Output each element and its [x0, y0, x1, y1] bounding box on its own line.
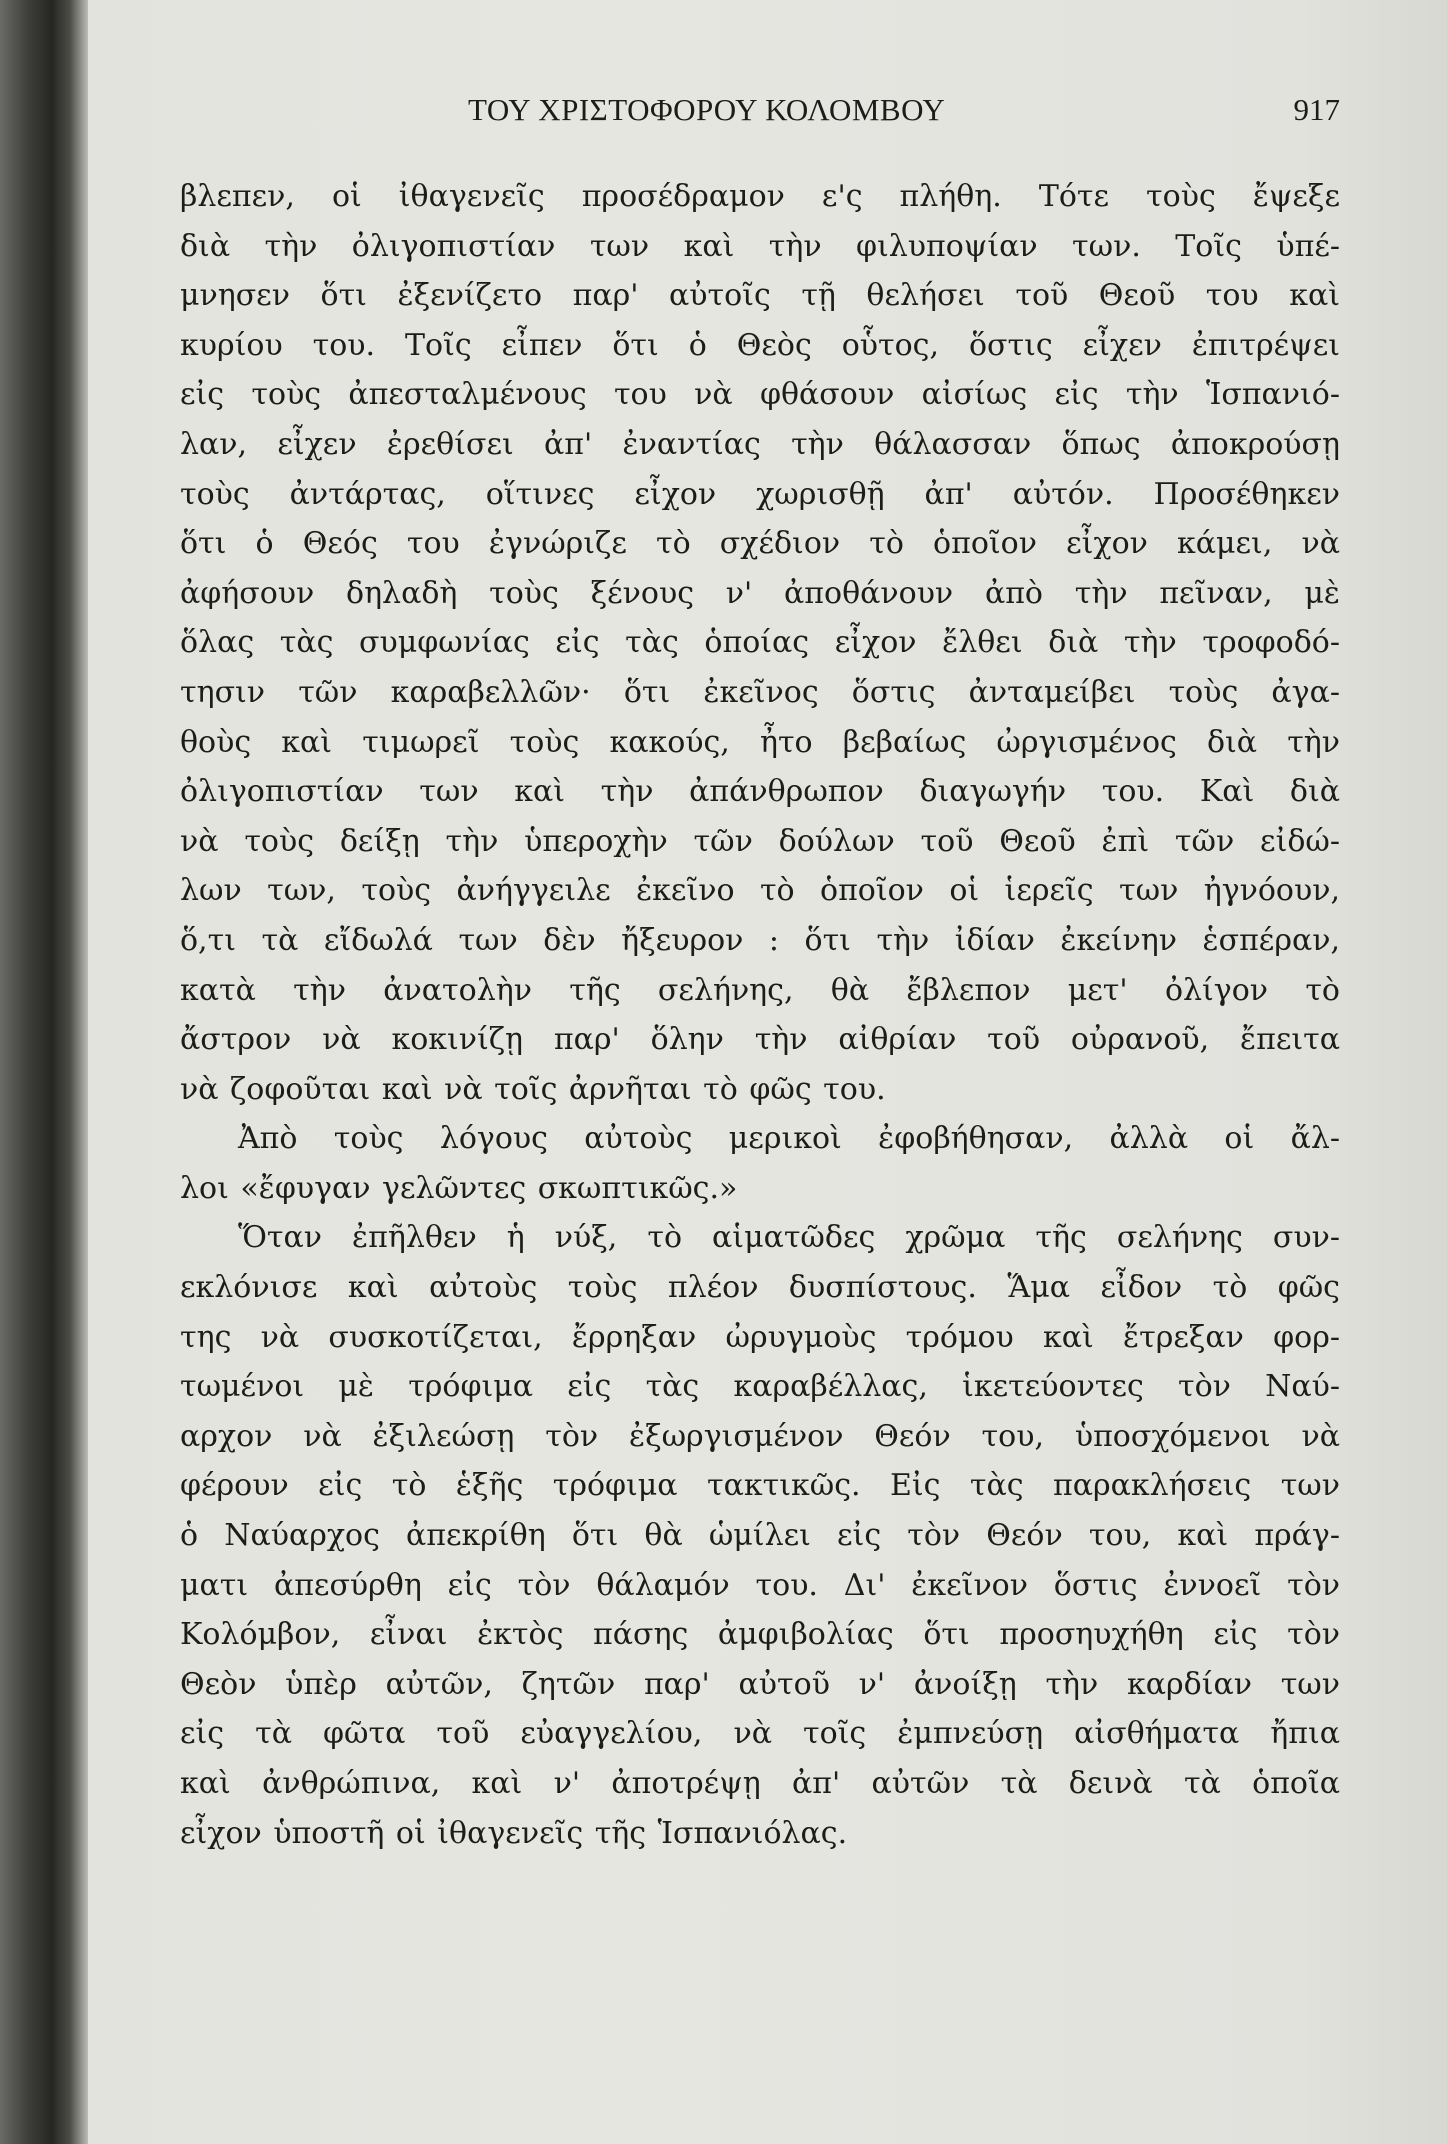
text-line: τησιν τῶν καραβελλῶν· ὅτι ἐκεῖνος ὅστις ἀνταμείβει τοὺς ἀγα- [180, 674, 1340, 710]
page-header [180, 92, 1340, 142]
text-line: ὁ Ναύαρχος ἀπεκρίθη ὅτι θὰ ὡμίλει εἰς τὸν Θεόν του, καὶ πράγ- [180, 1518, 1340, 1554]
text-line: ὅτι ὁ Θεός του ἐγνώριζε τὸ σχέδιον τὸ ὁποῖον εἶχον κάμει, νὰ [180, 526, 1340, 562]
text-line: λοι «ἔφυγαν γελῶντες σκωπτικῶς.» [180, 1170, 738, 1206]
text-line: Κολόμβον, εἶναι ἐκτὸς πάσης ἀμφιβολίας ὅτι προσηυχήθη εἰς τὸν [180, 1617, 1340, 1653]
text-line: καὶ ἀνθρώπινα, καὶ ν' ἀποτρέψῃ ἀπ' αὐτῶν τὰ δεινὰ τὰ ὁποῖα [180, 1766, 1340, 1801]
text-line: εἰς τὰ φῶτα τοῦ εὐαγγελίου, νὰ τοῖς ἐμπνεύσῃ αἰσθήματα ἤπια [180, 1716, 1340, 1752]
text-line: εἰς τοὺς ἀπεσταλμένους του νὰ φθάσουν αἰσίως εἰς τὴν Ἱσπανιό- [180, 377, 1340, 413]
text-line: Ὅταν ἐπῆλθεν ἡ νύξ, τὸ αἱματῶδες χρῶμα τῆς σελήνης συν- [238, 1220, 1340, 1256]
text-line: Θεὸν ὑπὲρ αὐτῶν, ζητῶν παρ' αὐτοῦ ν' ἀνοίξῃ τὴν καρδίαν των [180, 1666, 1340, 1702]
text-line: ἀφήσουν δηλαδὴ τοὺς ξένους ν' ἀποθάνουν ἀπὸ τὴν πεῖναν, μὲ [180, 575, 1340, 611]
text-line: τωμένοι μὲ τρόφιμα εἰς τὰς καραβέλλας, ἱκετεύοντες τὸν Ναύ- [180, 1369, 1340, 1405]
text-line: Ἀπὸ τοὺς λόγους αὐτοὺς μερικοὶ ἐφοβήθησαν, ἀλλὰ οἱ ἄλ- [238, 1121, 1340, 1157]
text-line: νὰ τοὺς δείξῃ τὴν ὑπεροχὴν τῶν δούλων τοῦ Θεοῦ ἐπὶ τῶν εἰδώ- [180, 823, 1340, 859]
text-line: λων των, τοὺς ἀνήγγειλε ἐκεῖνο τὸ ὁποῖον οἱ ἱερεῖς των ἠγνόουν, [180, 873, 1340, 909]
text-line: ὅ,τι τὰ εἴδωλά των δὲν ἤξευρον : ὅτι τὴν ἰδίαν ἐκείνην ἑσπέραν, [180, 922, 1340, 958]
running-title: ΤΟΥ ΧΡΙΣΤΟΦΟΡΟΥ ΚΟΛΟΜΒΟΥ [468, 92, 946, 127]
text-line: ὀλιγοπιστίαν των καὶ τὴν ἀπάνθρωπον διαγωγήν του. Καὶ διὰ [180, 774, 1340, 810]
text-line: της νὰ συσκοτίζεται, ἔρρηξαν ὠρυγμοὺς τρόμου καὶ ἔτρεξαν φορ- [180, 1319, 1340, 1355]
text-line: κυρίου του. Τοῖς εἶπεν ὅτι ὁ Θεὸς οὗτος, ὅστις εἶχεν ἐπιτρέψει [180, 327, 1340, 363]
book-binding-shadow [0, 0, 88, 2144]
body-text [180, 172, 1340, 1858]
text-line: θοὺς καὶ τιμωρεῖ τοὺς κακούς, ἦτο βεβαίως ὠργισμένος διὰ τὴν [180, 724, 1340, 760]
text-line: εκλόνισε καὶ αὐτοὺς τοὺς πλέον δυσπίστους. Ἅμα εἶδον τὸ φῶς [180, 1270, 1340, 1306]
text-line: ματι ἀπεσύρθη εἰς τὸν θάλαμόν του. Δι' ἐκεῖνον ὅστις ἐννοεῖ τὸν [180, 1567, 1340, 1603]
text-line: διὰ τὴν ὀλιγοπιστίαν των καὶ τὴν φιλυποψίαν των. Τοῖς ὑπέ- [180, 228, 1340, 264]
page-number: 917 [1293, 92, 1340, 127]
text-line: μνησεν ὅτι ἐξενίζετο παρ' αὐτοῖς τῇ θελήσει τοῦ Θεοῦ του καὶ [180, 278, 1340, 314]
text-line: ἄστρον νὰ κοκινίζῃ παρ' ὅλην τὴν αἰθρίαν τοῦ οὐρανοῦ, ἔπειτα [180, 1022, 1340, 1058]
text-line: κατὰ τὴν ἀνατολὴν τῆς σελήνης, θὰ ἔβλεπον μετ' ὀλίγον τὸ [180, 972, 1340, 1008]
text-line: εἶχον ὑποστῆ οἱ ἰθαγενεῖς τῆς Ἱσπανιόλας. [180, 1815, 848, 1851]
text-line: τοὺς ἀντάρτας, οἵτινες εἶχον χωρισθῇ ἀπ' αὐτόν. Προσέθηκεν [180, 476, 1340, 512]
text-line: λαν, εἶχεν ἐρεθίσει ἀπ' ἐναντίας τὴν θάλασσαν ὅπως ἀποκρούσῃ [180, 426, 1340, 462]
text-line: ὅλας τὰς συμφωνίας εἰς τὰς ὁποίας εἶχον ἔλθει διὰ τὴν τροφοδό- [180, 625, 1340, 661]
text-line: αρχον νὰ ἐξιλεώσῃ τὸν ἐξωργισμένον Θεόν του, ὑποσχόμενοι νὰ [180, 1418, 1340, 1454]
text-line: νὰ ζοφοῦται καὶ νὰ τοῖς ἀρνῆται τὸ φῶς του. [180, 1071, 886, 1107]
text-line: φέρουν εἰς τὸ ἑξῆς τρόφιμα τακτικῶς. Εἰς τὰς παρακλήσεις των [180, 1468, 1340, 1504]
text-line: βλεπεν, οἱ ἰθαγενεῖς προσέδραμον ε'ς πλήθη. Τότε τοὺς ἔψεξε [180, 179, 1340, 214]
